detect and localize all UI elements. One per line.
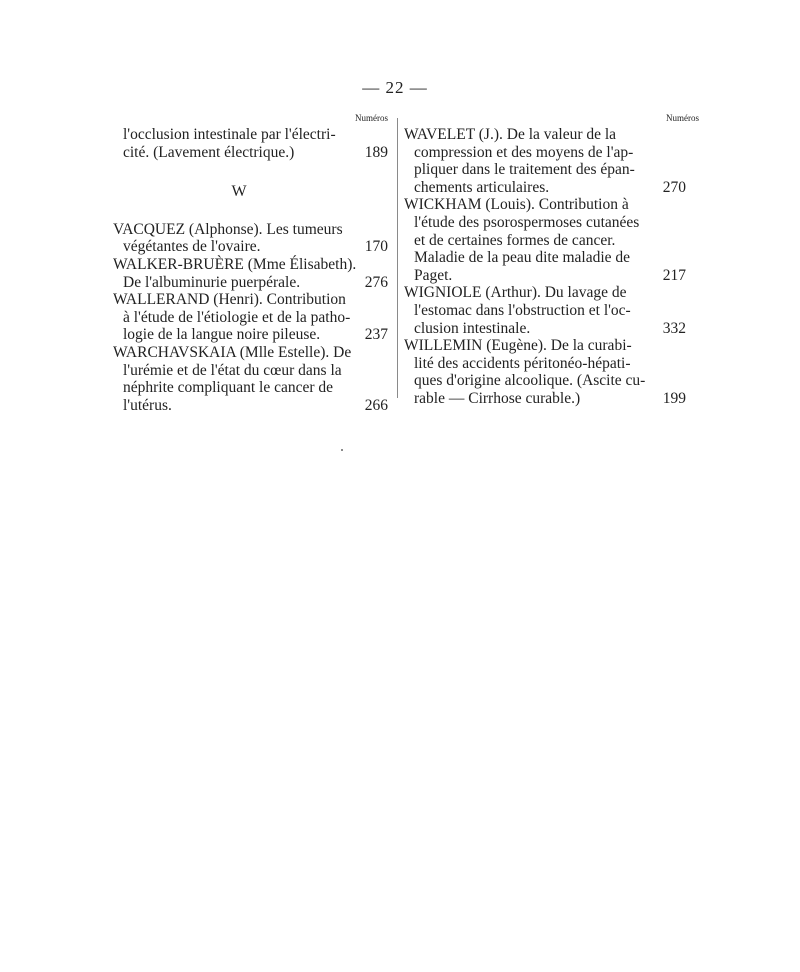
- entry-number: 199: [662, 389, 686, 407]
- numeros-header: Numéros: [666, 113, 699, 123]
- list-item: [113, 291, 388, 344]
- entry-line: lité des accidents péritonéo-hépati-: [414, 354, 631, 372]
- page-number: — 22 —: [362, 78, 428, 97]
- list-item: [113, 255, 388, 291]
- entry-number: 332: [662, 319, 686, 337]
- entry-line: cité. (Lavement électrique.): [123, 143, 295, 161]
- list-item: [404, 196, 686, 284]
- column-divider: [397, 118, 398, 398]
- entry-line: à l'étude de l'étiologie et de la patho-: [123, 308, 351, 326]
- entry-number: 237: [364, 326, 388, 344]
- entry-line: végétantes de l'ovaire.: [123, 238, 261, 256]
- right-column: [404, 112, 699, 408]
- entry-line: WALKER-BRUÈRE (Mme Élisabeth).: [113, 255, 357, 273]
- entry-line: l'utérus.: [123, 396, 172, 414]
- ink-dot: [341, 449, 343, 451]
- list-item: [117, 126, 388, 161]
- entry-line: pliquer dans le traitement des épan-: [414, 161, 635, 179]
- entry-number: 217: [662, 266, 686, 284]
- entry-line: WARCHAVSKAIA (Mlle Estelle). De: [113, 343, 352, 361]
- entry-line: rable — Cirrhose curable.): [414, 389, 581, 407]
- entry-line: néphrite compliquant le cancer de: [123, 379, 334, 397]
- entry-line: WALLERAND (Henri). Contribution: [113, 291, 346, 309]
- left-column: [113, 112, 388, 414]
- entry-number: 276: [364, 273, 388, 291]
- entry-number: 170: [364, 238, 388, 256]
- entry-line: chements articulaires.: [414, 178, 550, 196]
- entry-line: Paget.: [414, 266, 453, 284]
- entry-line: l'urémie et de l'état du cœur dans la: [123, 361, 342, 379]
- section-letter: W: [231, 183, 248, 201]
- list-item: [404, 126, 686, 196]
- list-item: [404, 337, 686, 407]
- entry-line: et de certaines formes de cancer.: [414, 231, 616, 249]
- list-item: [113, 343, 388, 414]
- entry-number: 266: [364, 396, 388, 414]
- entry-line: compression et des moyens de l'ap-: [414, 143, 634, 161]
- entry-line: WAVELET (J.). De la valeur de la: [404, 126, 617, 143]
- list-item: [404, 284, 686, 337]
- entry-line: ques d'origine alcoolique. (Ascite cu-: [414, 372, 646, 390]
- entry-line: WIGNIOLE (Arthur). Du lavage de: [404, 284, 627, 302]
- entry-line: Maladie de la peau dite maladie de: [414, 249, 631, 267]
- entry-line: logie de la langue noire pileuse.: [123, 326, 321, 344]
- entry-line: l'occlusion intestinale par l'électri-: [123, 126, 336, 143]
- list-item: [113, 220, 388, 256]
- entry-number: 270: [662, 178, 686, 196]
- entry-line: WICKHAM (Louis). Contribution à: [404, 196, 629, 214]
- numeros-header: Numéros: [355, 113, 388, 123]
- entry-line: De l'albuminurie puerpérale.: [123, 273, 301, 291]
- entry-line: VACQUEZ (Alphonse). Les tumeurs: [113, 220, 343, 238]
- entry-line: l'étude des psorospermoses cutanées: [414, 213, 640, 231]
- entry-number: 189: [364, 143, 388, 161]
- entry-line: WILLEMIN (Eugène). De la curabi-: [404, 337, 632, 355]
- entry-line: l'estomac dans l'obstruction et l'oc-: [414, 301, 631, 319]
- entry-line: clusion intestinale.: [414, 319, 531, 337]
